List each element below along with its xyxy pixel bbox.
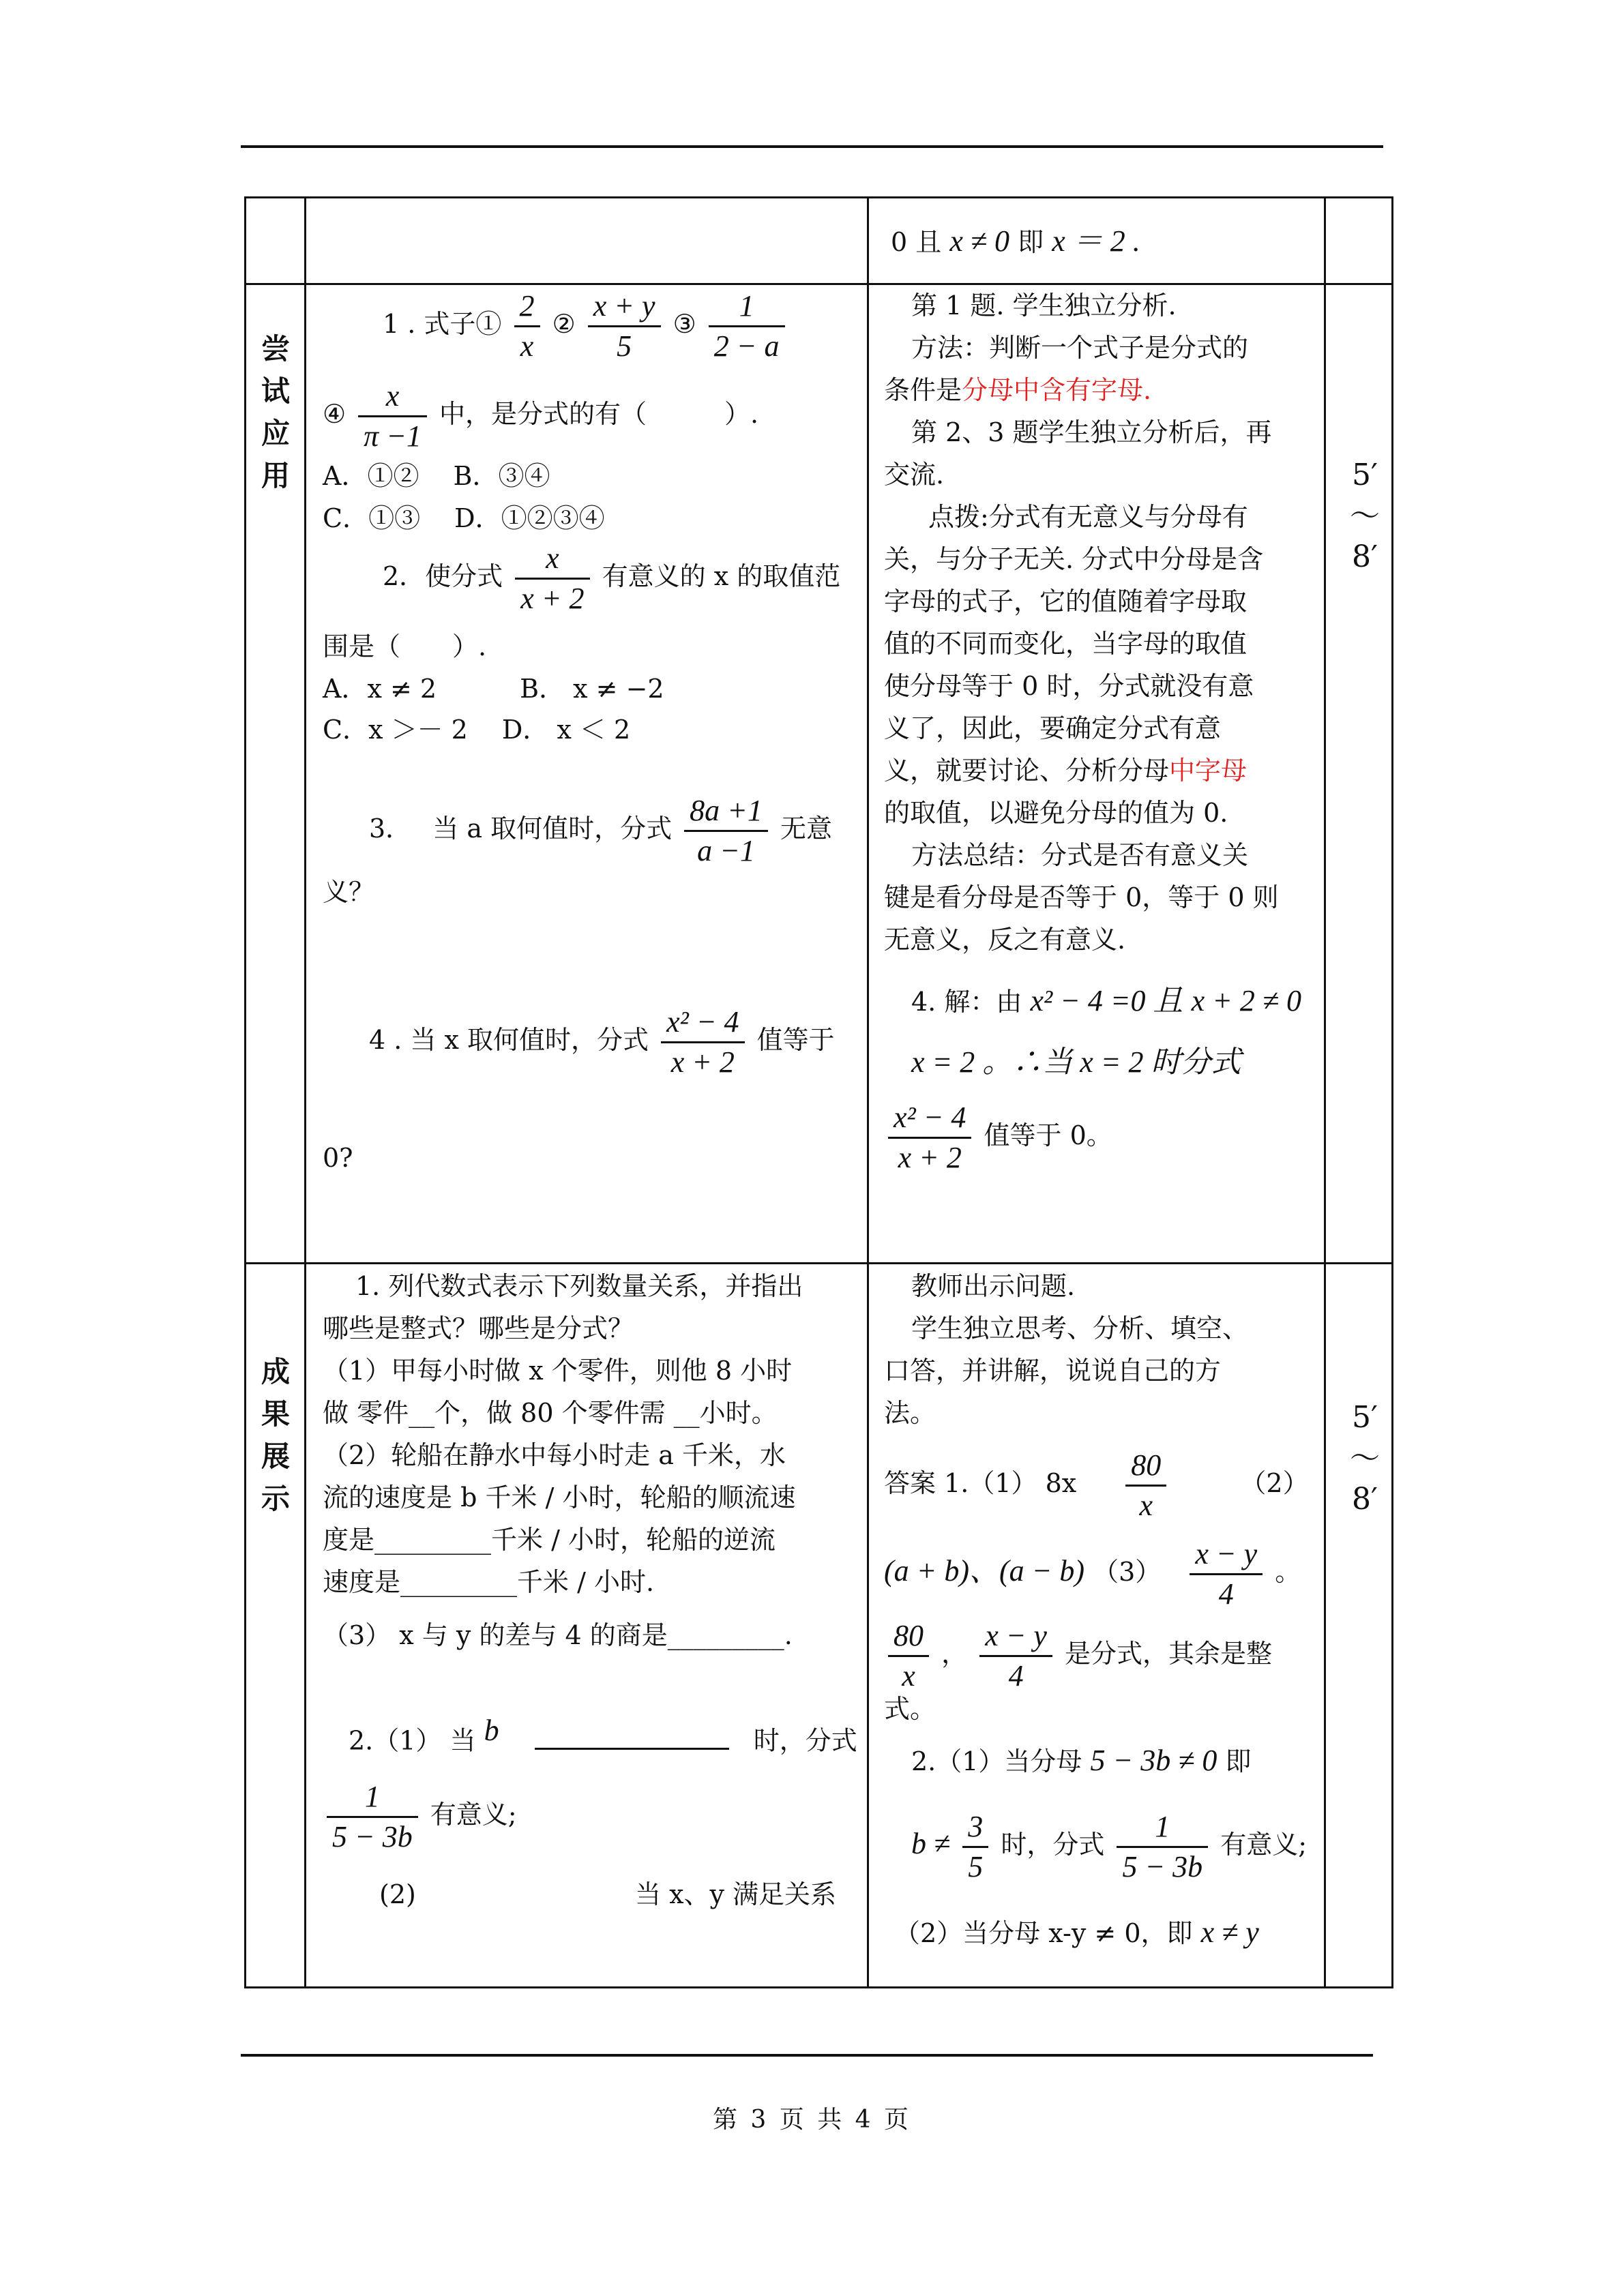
answer-2-1: 2.（1）当分母 5 − 3b ≠ 0 即 <box>911 1744 1252 1777</box>
teaching-note: 点拨:分式有无意义与分母有 <box>928 502 1248 532</box>
exercise-2-2: 当 x、y 满足关系 <box>635 1879 837 1909</box>
exercise-text: 1. 列代数式表示下列数量关系，并指出 <box>355 1271 803 1301</box>
teaching-note: 口答，并讲解，说说自己的方 <box>884 1356 1222 1386</box>
section-label-try: 尝 试 应 用 <box>261 332 290 492</box>
exercise-text: 度是_________千米 / 小时，轮船的逆流 <box>323 1525 776 1555</box>
question-3-cont: 义？ <box>323 877 375 907</box>
answer-1-cont: $\frac{80}{x}$ ， $\frac{x - y}{4}$ 是分式，其余是整 <box>884 1617 1272 1695</box>
page-footer: 第 3 页 共 4 页 <box>712 2106 912 2134</box>
time-allotment-show: 5′ ～ 8′ <box>1350 1400 1380 1517</box>
lesson-table <box>244 196 1393 1988</box>
question-4-cont: 0? <box>323 1143 353 1173</box>
question-1: 1 . 式子① $\frac{2}{x}$ ② $\frac{x + y}{5}$ ③ $\frac{1}{2 - a}$ <box>383 287 789 366</box>
teaching-note: 关，与分子无关. 分式中分母是含 <box>884 544 1264 574</box>
answer-1: 答案 1.（1） 8x $\frac{80}{x}$ （2） <box>884 1446 1309 1525</box>
answer-2-2: （2）当分母 x-y ≠ 0，即 x ≠ y <box>894 1915 1259 1949</box>
teaching-note: 无意义，反之有意义. <box>884 925 1126 955</box>
question-1-options: A．①② B．③④ <box>323 461 550 491</box>
exercise-text: 速度是_________千米 / 小时. <box>323 1567 655 1597</box>
exercise-2-1-cont: $\frac{1}{5 - 3b}$ 有意义; <box>323 1778 517 1856</box>
row1-continuation: 0 且 x ≠ 0 即 x ＝ 2 . <box>891 224 1140 258</box>
question-1-options: C．①③ D．①②③④ <box>323 503 605 533</box>
solution-4-cont: $\frac{\text{x² − 4}}{x + 2}$ 值等于 0。 <box>884 1099 1112 1177</box>
question-2: 2．使分式 $\frac{x}{x + 2}$ 有意义的 x 的取值范 <box>383 539 840 618</box>
exercise-2-1: 2.（1） 当 b 时，分式 <box>349 1714 857 1756</box>
teaching-note: 的取值，以避免分母的值为 0. <box>884 798 1228 828</box>
exercise-2-2: (2) <box>379 1879 416 1909</box>
answer-1-cont: (a + b)、(a − b) （3） $\frac{x - y}{4}$ 。 <box>884 1535 1301 1613</box>
row-rule <box>246 283 1391 285</box>
teaching-note: 义了，因此，要确定分式有意 <box>884 713 1222 743</box>
column-rule <box>304 198 306 1986</box>
teaching-note: 教师出示问题. <box>911 1271 1076 1301</box>
answer-2-1-cont: b ≠ $\frac{3}{5}$ 时，分式 $\frac{1}{5 - 3b}$ 有意义; <box>911 1808 1307 1886</box>
teaching-note: 法。 <box>884 1398 936 1428</box>
section-label-show: 成 果 展 示 <box>261 1355 290 1515</box>
time-allotment-try: 5′ ～ 8′ <box>1350 458 1380 574</box>
solution-4: 4. 解：由 x² − 4 =0 且 x + 2 ≠ 0 <box>911 984 1302 1017</box>
teaching-note: 第 2、3 题学生独立分析后，再 <box>911 417 1272 447</box>
column-rule <box>1324 198 1326 1986</box>
header-rule <box>241 145 1383 148</box>
exercise-text: （3） x 与 y 的差与 4 的商是_________. <box>323 1620 793 1650</box>
teaching-note: 条件是分母中含有字母. <box>884 375 1152 405</box>
solution-4-cont: x = 2 。∴当 x = 2 时分式 <box>911 1045 1241 1079</box>
footer-rule <box>241 2054 1373 2057</box>
exercise-text: 哪些是整式？哪些是分式？ <box>323 1313 634 1343</box>
question-3: 3． 当 a 取何值时，分式 $\frac{8a +1}{a -1}$ 无意 <box>369 792 832 870</box>
question-2-options: C．x ＞－ 2 D． x ＜ 2 <box>323 715 631 745</box>
teaching-note: 方法：判断一个式子是分式的 <box>911 333 1249 363</box>
exercise-text: 做 零件__个，做 80 个零件需 __小时。 <box>323 1398 778 1428</box>
question-4: 4 . 当 x 取何值时，分式 $\frac{\text{x² − 4}}{x + 2}$ 值等于 <box>369 1003 835 1082</box>
row-rule <box>246 1262 1391 1264</box>
column-rule <box>867 198 869 1986</box>
teaching-note: 学生独立思考、分析、填空、 <box>911 1313 1249 1343</box>
teaching-note: 方法总结：分式是否有意义关 <box>911 840 1249 870</box>
teaching-note: 第 1 题. 学生独立分析. <box>911 290 1177 320</box>
exercise-text: （1）甲每小时做 x 个零件，则他 8 小时 <box>323 1356 793 1386</box>
teaching-note: 交流. <box>884 460 945 490</box>
exercise-text: （2）轮船在静水中每小时走 a 千米，水 <box>323 1440 786 1470</box>
teaching-note: 键是看分母是否等于 0，等于 0 则 <box>884 882 1279 912</box>
teaching-note: 使分母等于 0 时，分式就没有意 <box>884 671 1254 701</box>
question-2-cont: 围是（ ）. <box>323 631 487 661</box>
question-2-options: A．x ≠ 2 B． x ≠ −2 <box>323 674 664 704</box>
teaching-note: 字母的式子，它的值随着字母取 <box>884 586 1247 616</box>
question-1-cont: ④ $\frac{x}{\pi -1}$ 中，是分式的有（ ）. <box>323 377 758 456</box>
teaching-note: 义，就要讨论、分析分母中字母 <box>884 756 1247 786</box>
exercise-text: 流的速度是 b 千米 / 小时，轮船的顺流速 <box>323 1482 796 1512</box>
teaching-note: 值的不同而变化，当字母的取值 <box>884 629 1247 659</box>
answer-1-cont: 式。 <box>884 1694 936 1724</box>
